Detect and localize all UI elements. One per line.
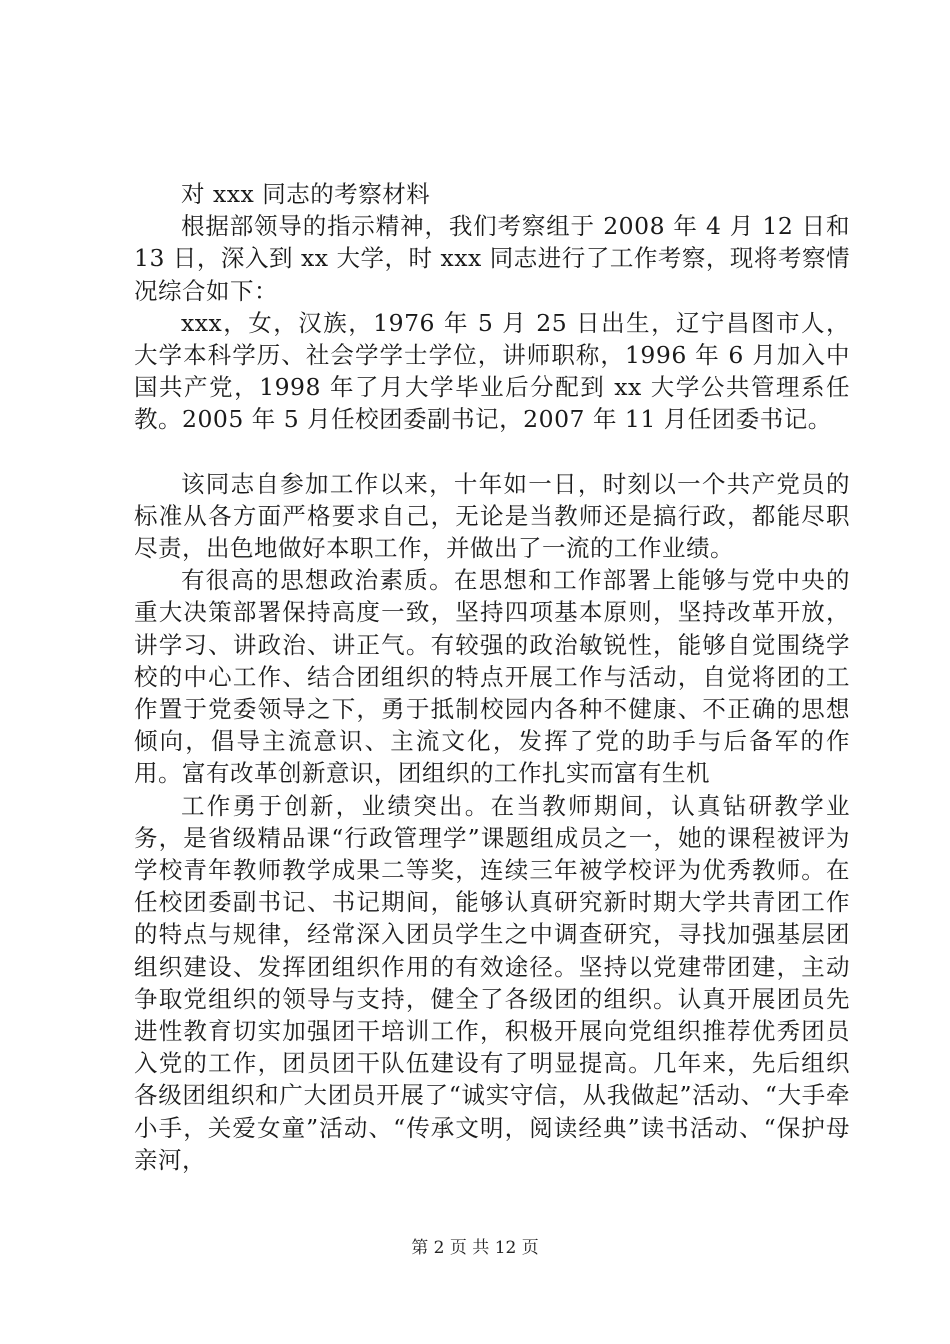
document-body [134,178,850,1176]
paragraph-summary: 该同志自参加工作以来，十年如一日，时刻以一个共产党员的标准从各方面严格要求自己，无论是当教师还是搞行政，都能尽职尽责，出色地做好本职工作，并做出了一流的工作业绩。 [134,469,850,563]
paragraph-political-quality: 有很高的思想政治素质。在思想和工作部署上能够与党中央的重大决策部署保持高度一致，坚持四项基本原则，坚持改革开放，讲学习、讲政治、讲正气。有较强的政治敏锐性，能够自觉围绕学校的中心工作、结合团组织的特点开展工作与活动，自觉将团的工作置于党委领导之下，勇于抵制校园内各种不健康、不正确的思想倾向，倡导主流意识、主流文化，发挥了党的助手与后备军的作用。富有改革创新意识，团组织的工作扎实而富有生机 [134,566,850,788]
paragraph-profile: xxx，女，汉族，1976 年 5 月 25 日出生，辽宁昌图市人，大学本科学历、社会学学士学位，讲师职称，1996 年 6 月加入中国共产党，1998 年了月大学毕业后分配到 xx 大学公共管理系任教。2005 年 5 月任校团委副书记，2007 年 11 月任团委书记。 [134,308,850,434]
paragraph-work-innovation: 工作勇于创新，业绩突出。在当教师期间，认真钻研教学业务，是省级精品课“行政管理学”课题组成员之一，她的课程被评为学校青年教师教学成果二等奖，连续三年被学校评为优秀教师。在任校团委副书记、书记期间，能够认真研究新时期大学共青团工作的特点与规律，经常深入团员学生之中调查研究，寻找加强基层团组织建设、发挥团组织作用的有效途径。坚持以党建带团建，主动争取党组织的领导与支持，健全了各级团的组织。认真开展团员先进性教育切实加强团干培训工作，积极开展向党组织推荐优秀团员入党的工作，团员团干队伍建设有了明显提高。几年来，先后组织各级团组织和广大团员开展了“诚实守信，从我做起”活动、“大手牵小手，关爱女童”活动、“传承文明，阅读经典”读书活动、“保护母亲河， [134,791,850,1174]
document-title: 对 xxx 同志的考察材料 [181,180,431,208]
paragraph-intro: 根据部领导的指示精神，我们考察组于 2008 年 4 月 12 日和 13 日，深入到 xx 大学，时 xxx 同志进行了工作考察，现将考察情况综合如下： [134,212,850,305]
page-number-footer: 第 2 页 共 12 页 [411,1238,539,1258]
